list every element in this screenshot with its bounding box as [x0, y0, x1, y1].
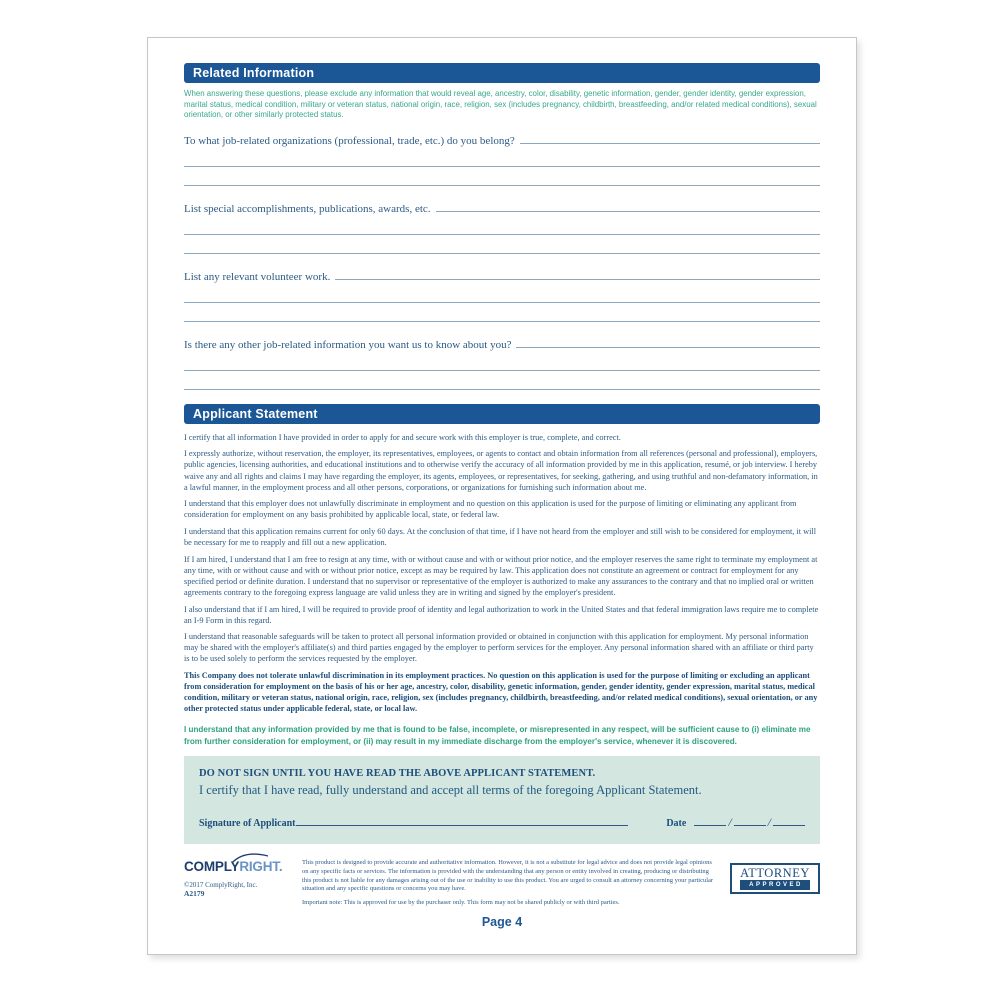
question-accomplishments: [184, 200, 820, 254]
statement-paragraph-no-discrimination: This Company does not tolerate unlawful discrimination in its employment practices. No question on this application is used for the purpose of limiting or excluding an applicant from consideration for employment on the basis of his or her age, ancestry, color, disability, genetic information, gender, gender identity, gender expression, marital status, medical condition, military or veteran status, national origin, race, religion, sex (includes pregnancy, childbirth, breastfeeding, and/or related medical conditions), sexual orientation, or any other protected status under applicable federal, state, or local law.: [184, 670, 818, 714]
statement-paragraph: I certify that all information I have provided in order to apply for and secure work with this employer is true, complete, and correct.: [184, 432, 621, 442]
answer-line: [184, 284, 820, 303]
question-accomplishments-label: List special accomplishments, publications, awards, etc.: [184, 202, 431, 215]
date-group: [666, 815, 805, 830]
footer: [184, 859, 820, 906]
question-volunteer-work-label: List any relevant volunteer work.: [184, 270, 331, 283]
logo-comply-text: COMPLY: [184, 858, 240, 874]
applicant-statement-body: [184, 432, 820, 747]
statement-paragraph: I also understand that if I am hired, I will be required to provide proof of identity and legal authorization to work in the United States and that federal immigration laws require me to complete an I-9 Form in this regard.: [184, 604, 819, 625]
signature-of-applicant-label: Signature of Applicant: [199, 817, 296, 829]
date-year-line: [773, 816, 805, 826]
related-information-header: [184, 63, 820, 83]
page-number: Page 4: [481, 915, 523, 930]
answer-line: [184, 352, 820, 371]
copyright-text: ©2017 ComplyRight, Inc.: [184, 880, 258, 889]
statement-paragraph: I expressly authorize, without reservation, the employer, its representatives, employees, or agents to contact and obtain information from all references (personal and professional), employers, public agencies, licensing authorities, and educational institutions and to otherwise verify the accuracy of all information provided by me in this application, resumé, or job interview. I hereby waive any and all rights and claims I may have regarding the employer, its agents, employees, or representatives, for seeking, gathering, and using truthful and non-defamatory information, in a lawful manner, in the employment process and all other persons, corporations, or organizations for furnishing such information about me.: [184, 449, 818, 492]
complyright-logo: [184, 859, 302, 874]
signature-box: [184, 756, 820, 844]
attorney-label: ATTORNEY: [740, 865, 810, 880]
applicant-statement-section: [184, 404, 820, 747]
form-number: A2179: [184, 888, 205, 898]
question-volunteer-work: [184, 268, 820, 322]
applicant-statement-header: [184, 404, 820, 424]
statement-paragraph-false-information: I understand that any information provided by me that is found to be false, incomplete, or misrepresented in any respect, will be sufficient cause to (i) eliminate me from further consideration for employment, or (ii) may result in my immediate discharge from the employer's service, whenever it is discovered.: [184, 725, 811, 746]
answer-line: [184, 371, 820, 390]
logo-swoosh-icon: [230, 850, 270, 864]
statement-paragraph: I understand that this application remains current for only 60 days. At the conclusion of that time, if I have not heard from the employer and still wish to be considered for employment, it will be necessary for me to reapply and fill out a new application.: [184, 526, 817, 548]
statement-paragraph: If I am hired, I understand that I am free to resign at any time, with or without cause and with or without prior notice, and the employer reserves the same right to terminate my employment at any time, with or without cause and with or without prior notice, except as may be required by law. This application does not constitute an agreement or contract for employment for any specified period or definite duration. I understand that no supervisor or representative of the employer is authorized to make any assurances to the contrary and that no implied oral or written agreements contrary to the foregoing express language are valid unless they are in writing and signed by the employer's president.: [184, 554, 818, 597]
signature-line: [296, 816, 629, 826]
application-form-page: [147, 37, 857, 955]
answer-line: [516, 336, 820, 348]
statement-paragraph: I understand that reasonable safeguards will be taken to protect all personal information provided or obtained in conjunction with this application for employment. My personal information may be shared with the employer's affiliate(s) and third parties engaged by the employer to perform services for the employer. Any personal information shared with an affiliate or third party is to be used solely to perform the services requested by the employer.: [184, 632, 814, 664]
do-not-sign-warning: DO NOT SIGN UNTIL YOU HAVE READ THE ABOVE APPLICANT STATEMENT.: [199, 767, 596, 779]
question-other-information: [184, 336, 820, 390]
question-organizations-label: To what job-related organizations (professional, trade, etc.) do you belong?: [184, 134, 515, 147]
answer-line: [520, 132, 820, 144]
question-organizations: [184, 132, 820, 186]
date-day-line: [734, 816, 766, 826]
answer-line: [184, 235, 820, 254]
legal-disclaimer: This product is designed to provide accurate and authoritative information. However, it is not a substitute for legal advice and does not provide legal opinions on any specific facts or services. The information is provided with the understanding that any person or entity involved in creating, producing or distributing this product is not liable for any damages arising out of the use or inability to use this product. You are urged to consult an attorney concerning your particular situation and any specific questions or concerns you may have.: [302, 858, 714, 893]
answer-line: [335, 268, 820, 280]
answer-line: [184, 216, 820, 235]
date-label: Date: [666, 817, 687, 829]
answer-line: [184, 303, 820, 322]
logo-right-text: RIGHT.: [239, 858, 283, 874]
question-other-information-label: Is there any other job-related information you want us to know about you?: [184, 338, 512, 351]
statement-paragraph: I understand that this employer does not unlawfully discriminate in employment and no question on this application is used for the purpose of limiting or eliminating any applicant from consideration for employment on any basis prohibited by applicable local, state, or federal law.: [184, 499, 797, 520]
approved-label: APPROVED: [740, 880, 810, 890]
date-month-line: [694, 816, 726, 826]
date-slash: /: [767, 814, 771, 829]
related-information-title: Related Information: [193, 66, 315, 80]
related-information-note: When answering these questions, please exclude any information that would reveal age, ancestry, color, disability, genetic information, gender, gender identity, gender expression, marital status, medical condition, military or veteran status, national origin, race, religion, sex (includes pregnancy, childbirth, breastfeeding, and/or related medical conditions), sexual orientation, or other similarly protected status.: [184, 89, 817, 120]
signature-certify-text: I certify that I have read, fully understand and accept all terms of the foregoing Applicant Statement.: [199, 782, 702, 797]
answer-line: [184, 167, 820, 186]
answer-line: [436, 200, 820, 212]
attorney-approved-badge: [730, 863, 820, 894]
answer-line: [184, 148, 820, 167]
date-slash: /: [728, 814, 732, 829]
applicant-statement-title: Applicant Statement: [193, 406, 318, 421]
important-note: Important note: This is approved for use by the purchaser only. This form may not be shared publicly or with third parties.: [302, 899, 620, 907]
